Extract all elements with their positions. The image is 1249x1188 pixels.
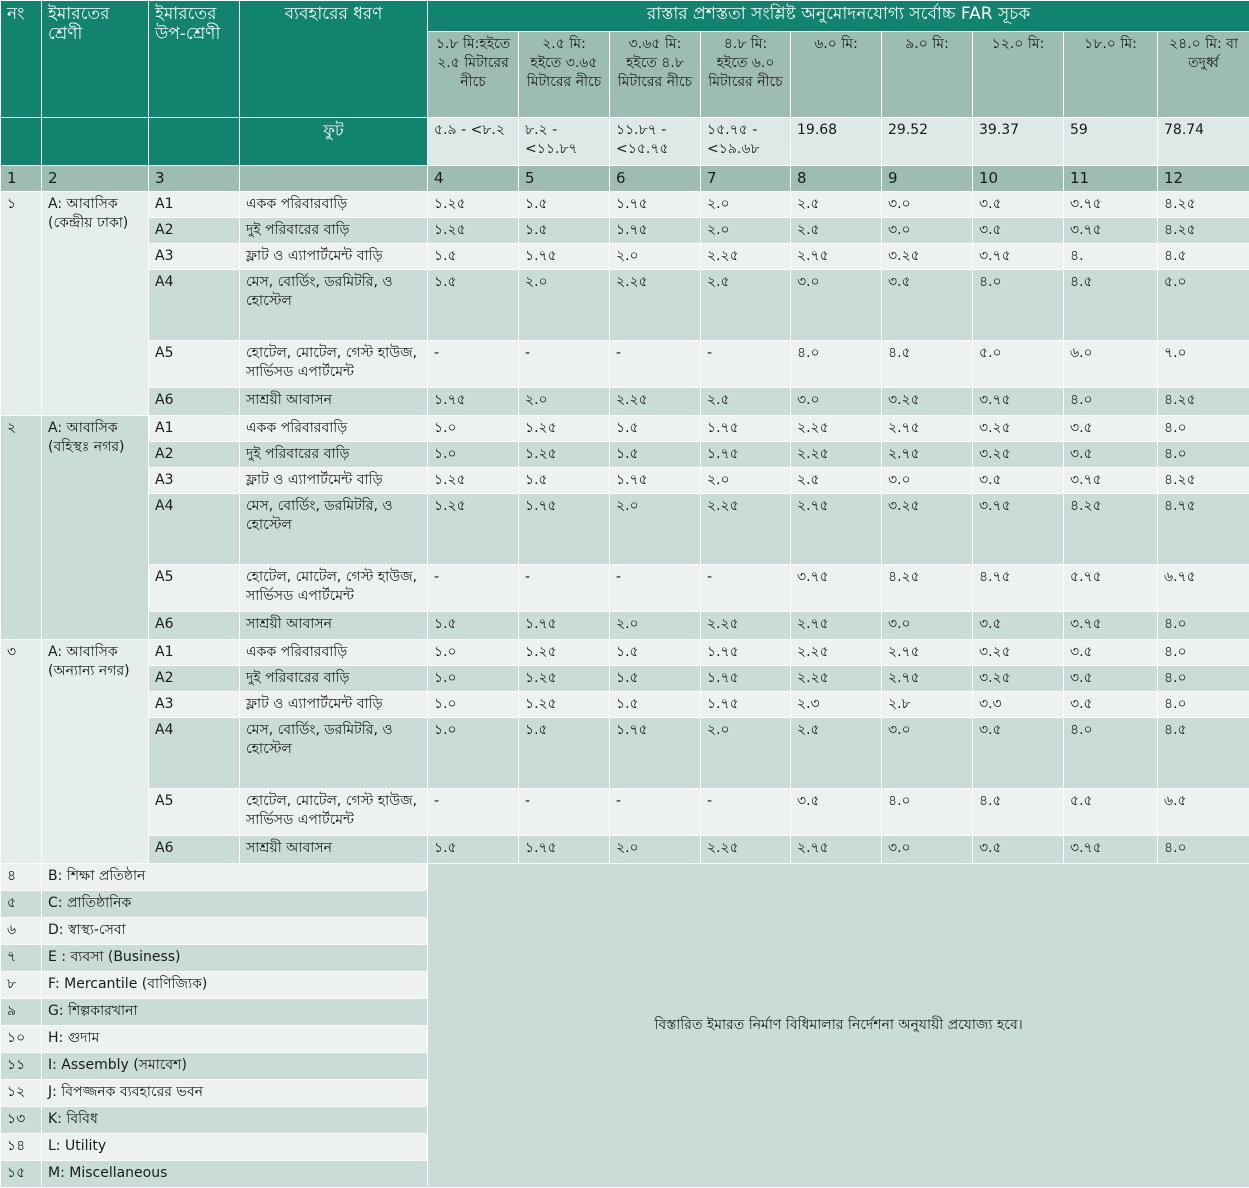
- far-value-cell: ৩.০: [882, 192, 973, 218]
- far-value-cell: ৪.৫: [1158, 244, 1249, 270]
- far-value-cell: -: [428, 565, 519, 612]
- far-value-cell: ২.৭৫: [791, 244, 882, 270]
- table-body: [1, 192, 1249, 1188]
- feet-value: ৫.৯ - <৮.২: [428, 118, 519, 166]
- feet-value: 19.68: [791, 118, 882, 166]
- far-value-cell: ৪.৭৫: [973, 565, 1064, 612]
- category-number: ৭: [1, 945, 42, 972]
- use-type-cell: হোটেল, মোটেল, গেস্ট হাউজ, সার্ভিসড এপার্টমেন্ট: [240, 789, 428, 836]
- far-value-cell: ৪.২৫: [882, 565, 973, 612]
- category-label: K: বিবিধ: [42, 1107, 428, 1134]
- far-value-cell: -: [701, 341, 791, 388]
- far-value-cell: ৪.২৫: [1064, 494, 1158, 565]
- use-type-cell: সাশ্রয়ী আবাসন: [240, 612, 428, 640]
- table-row: [1, 341, 1249, 388]
- far-value-cell: ৪.০: [1158, 640, 1249, 666]
- category-label: F: Mercantile (বাণিজ্যিক): [42, 972, 428, 999]
- far-value-cell: -: [610, 565, 701, 612]
- feet-row: [1, 118, 1249, 166]
- column-number: 2: [42, 166, 149, 192]
- far-value-cell: ১.৫: [428, 612, 519, 640]
- far-value-cell: ২.৫: [791, 218, 882, 244]
- far-value-cell: ৪.০: [973, 270, 1064, 341]
- column-number: 5: [519, 166, 610, 192]
- far-value-cell: ১.২৫: [428, 468, 519, 494]
- far-value-cell: ১.২৫: [428, 494, 519, 565]
- road-width-7: ১২.০ মি:: [973, 32, 1064, 118]
- table-row: [1, 218, 1249, 244]
- far-value-cell: ৩.৫: [973, 612, 1064, 640]
- column-number: 9: [882, 166, 973, 192]
- far-value-cell: ৩.৫: [1064, 442, 1158, 468]
- far-value-cell: -: [519, 341, 610, 388]
- far-value-cell: ৪.৫: [1158, 718, 1249, 789]
- far-value-cell: ৩.৫: [882, 270, 973, 341]
- far-value-cell: ২.০: [701, 218, 791, 244]
- col-no-header: নং: [1, 1, 42, 118]
- far-value-cell: ১.৭৫: [519, 494, 610, 565]
- far-value-cell: ২.০: [701, 718, 791, 789]
- far-value-cell: ৩.০: [882, 718, 973, 789]
- category-number: ৪: [1, 864, 42, 891]
- category-row: [1, 864, 1249, 891]
- far-value-cell: ২.৭৫: [882, 666, 973, 692]
- far-value-cell: ২.৫: [701, 388, 791, 416]
- subcategory-cell: A5: [149, 565, 240, 612]
- far-value-cell: ৪.৫: [973, 789, 1064, 836]
- table-row: [1, 718, 1249, 789]
- column-number: 8: [791, 166, 882, 192]
- far-value-cell: ২.৭৫: [882, 416, 973, 442]
- far-value-cell: ২.৩: [791, 692, 882, 718]
- use-type-cell: মেস, বোর্ডিং, ডরমিটরি, ও হোস্টেল: [240, 270, 428, 341]
- far-value-cell: ৪.২৫: [1158, 218, 1249, 244]
- column-number: 4: [428, 166, 519, 192]
- far-value-cell: ৩.২৫: [882, 244, 973, 270]
- far-value-cell: ৪.০: [1158, 692, 1249, 718]
- header-row: [1, 1, 1249, 32]
- feet-value: ৮.২ - <১১.৮৭: [519, 118, 610, 166]
- far-value-cell: ৩.২৫: [882, 494, 973, 565]
- far-value-cell: ৫.০: [1158, 270, 1249, 341]
- far-value-cell: ১.৭৫: [519, 836, 610, 864]
- far-value-cell: ১.৫: [519, 192, 610, 218]
- category-label: J: বিপজ্জনক ব্যবহারের ভবন: [42, 1080, 428, 1107]
- far-value-cell: ২.৮: [882, 692, 973, 718]
- category-label: M: Miscellaneous: [42, 1161, 428, 1188]
- column-number: [240, 166, 428, 192]
- group-number: ৩: [1, 640, 42, 864]
- subcategory-cell: A6: [149, 612, 240, 640]
- far-value-cell: ৩.৫: [1064, 640, 1158, 666]
- far-value-cell: ৪.০: [1158, 416, 1249, 442]
- far-value-cell: ৩.০: [882, 468, 973, 494]
- far-value-cell: ৩.০: [882, 218, 973, 244]
- far-value-cell: -: [701, 789, 791, 836]
- road-width-8: ১৮.০ মি:: [1064, 32, 1158, 118]
- group-category: A: আবাসিক (বহিস্থঃ নগর): [42, 416, 149, 640]
- far-value-cell: ৩.২৫: [973, 416, 1064, 442]
- far-value-cell: ৬.০: [1064, 341, 1158, 388]
- far-value-cell: ২.৭৫: [791, 612, 882, 640]
- road-width-6: ৯.০ মি:: [882, 32, 973, 118]
- road-width-2: ২.৫ মি: হইতে ৩.৬৫ মিটারের নীচে: [519, 32, 610, 118]
- far-value-cell: ২.২৫: [791, 442, 882, 468]
- far-value-cell: ১.৭৫: [701, 416, 791, 442]
- far-value-cell: ৩.৫: [973, 836, 1064, 864]
- road-width-3: ৩.৬৫ মি: হইতে ৪.৮ মিটারের নীচে: [610, 32, 701, 118]
- far-value-cell: ২.৫: [701, 270, 791, 341]
- far-value-cell: ৪.০: [1158, 836, 1249, 864]
- far-value-cell: ১.৫: [428, 244, 519, 270]
- far-value-cell: ৩.৫: [973, 718, 1064, 789]
- far-value-cell: ১.৫: [428, 836, 519, 864]
- subcategory-cell: A3: [149, 692, 240, 718]
- far-value-cell: ২.০: [701, 468, 791, 494]
- far-value-cell: ২.০: [701, 192, 791, 218]
- group-category: A: আবাসিক (কেন্দ্রীয় ঢাকা): [42, 192, 149, 416]
- far-title: রাস্তার প্রশস্ততা সংশ্লিষ্ট অনুমোদনযোগ্য সর্বোচ্চ FAR সূচক: [428, 1, 1249, 32]
- far-value-cell: ২.২৫: [791, 640, 882, 666]
- table-row: [1, 416, 1249, 442]
- far-value-cell: ১.০: [428, 416, 519, 442]
- far-value-cell: ৩.৫: [973, 468, 1064, 494]
- far-value-cell: ৩.৭৫: [1064, 836, 1158, 864]
- far-value-cell: ৩.৩: [973, 692, 1064, 718]
- far-value-cell: ৪.৫: [1064, 270, 1158, 341]
- table-row: [1, 270, 1249, 341]
- feet-value: 29.52: [882, 118, 973, 166]
- far-value-cell: ৩.৭৫: [1064, 468, 1158, 494]
- far-value-cell: ৩.৭৫: [1064, 218, 1158, 244]
- use-type-cell: দুই পরিবারের বাড়ি: [240, 442, 428, 468]
- table-row: [1, 468, 1249, 494]
- far-value-cell: ৩.০: [882, 836, 973, 864]
- category-label: D: স্বাস্থ্য-সেবা: [42, 918, 428, 945]
- table-row: [1, 192, 1249, 218]
- far-value-cell: ১.২৫: [428, 192, 519, 218]
- feet-value: ১৫.৭৫ - <১৯.৬৮: [701, 118, 791, 166]
- table-row: [1, 244, 1249, 270]
- use-type-cell: দুই পরিবারের বাড়ি: [240, 666, 428, 692]
- far-value-cell: ৪.০: [1158, 612, 1249, 640]
- far-value-cell: ২.০: [610, 494, 701, 565]
- far-value-cell: ৩.৭৫: [973, 388, 1064, 416]
- category-label: G: শিল্পকারখানা: [42, 999, 428, 1026]
- far-value-cell: -: [428, 789, 519, 836]
- subcategory-cell: A1: [149, 640, 240, 666]
- group-number: ১: [1, 192, 42, 416]
- far-value-cell: ৪.০: [882, 789, 973, 836]
- column-number: 3: [149, 166, 240, 192]
- far-value-cell: ১.৫: [428, 270, 519, 341]
- far-value-cell: ২.০: [610, 836, 701, 864]
- road-width-4: ৪.৮ মি: হইতে ৬.০ মিটারের নীচে: [701, 32, 791, 118]
- far-value-cell: ২.৫: [791, 718, 882, 789]
- use-type-cell: সাশ্রয়ী আবাসন: [240, 836, 428, 864]
- use-type-cell: ফ্লাট ও এ্যাপার্টমেন্ট বাড়ি: [240, 692, 428, 718]
- category-label: H: গুদাম: [42, 1026, 428, 1053]
- far-value-cell: -: [428, 341, 519, 388]
- subcategory-cell: A2: [149, 218, 240, 244]
- far-value-cell: ৩.০: [791, 388, 882, 416]
- category-label: L: Utility: [42, 1134, 428, 1161]
- table-row: [1, 494, 1249, 565]
- far-value-cell: ১.০: [428, 718, 519, 789]
- far-value-cell: ২.০: [519, 388, 610, 416]
- far-value-cell: ৩.৭৫: [973, 244, 1064, 270]
- category-number: ১১: [1, 1053, 42, 1080]
- far-value-cell: ২.০: [610, 612, 701, 640]
- far-value-cell: ৩.২৫: [973, 640, 1064, 666]
- table-row: [1, 442, 1249, 468]
- subcategory-cell: A1: [149, 192, 240, 218]
- feet-value: 78.74: [1158, 118, 1249, 166]
- use-type-cell: ফ্লাট ও এ্যাপার্টমেন্ট বাড়ি: [240, 468, 428, 494]
- far-value-cell: ৩.৭৫: [973, 494, 1064, 565]
- far-value-cell: ১.৭৫: [610, 468, 701, 494]
- far-value-cell: ৪.০: [1158, 666, 1249, 692]
- far-value-cell: ২.৫: [791, 468, 882, 494]
- use-type-cell: সাশ্রয়ী আবাসন: [240, 388, 428, 416]
- far-value-cell: ১.৭৫: [610, 192, 701, 218]
- far-value-cell: ৩.০: [791, 270, 882, 341]
- far-value-cell: ১.৫: [519, 718, 610, 789]
- col-use-header: ব্যবহারের ধরণ: [240, 1, 428, 118]
- far-value-cell: ১.২৫: [519, 640, 610, 666]
- far-value-cell: ২.০: [610, 244, 701, 270]
- far-value-cell: ৫.০: [973, 341, 1064, 388]
- far-value-cell: ৪.৭৫: [1158, 494, 1249, 565]
- far-value-cell: ৩.৫: [1064, 416, 1158, 442]
- table-row: [1, 789, 1249, 836]
- category-number: ১৫: [1, 1161, 42, 1188]
- far-value-cell: ৩.৭৫: [1064, 192, 1158, 218]
- far-value-cell: ১.০: [428, 666, 519, 692]
- subcategory-cell: A6: [149, 388, 240, 416]
- table-row: [1, 388, 1249, 416]
- far-value-cell: ২.২৫: [701, 836, 791, 864]
- column-number: 10: [973, 166, 1064, 192]
- subcategory-cell: A4: [149, 718, 240, 789]
- far-value-cell: ৪.২৫: [1158, 192, 1249, 218]
- far-value-cell: -: [519, 789, 610, 836]
- far-value-cell: ১.০: [428, 692, 519, 718]
- far-value-cell: ২.৭৫: [882, 442, 973, 468]
- far-value-cell: ৩.৫: [973, 192, 1064, 218]
- far-value-cell: ৪.৫: [882, 341, 973, 388]
- category-label: E : ব্যবসা (Business): [42, 945, 428, 972]
- far-value-cell: ৬.৫: [1158, 789, 1249, 836]
- far-value-cell: ২.৭৫: [882, 640, 973, 666]
- far-value-cell: ২.২৫: [701, 244, 791, 270]
- far-value-cell: ১.৫: [610, 416, 701, 442]
- category-number: ১৩: [1, 1107, 42, 1134]
- far-value-cell: ১.২৫: [428, 218, 519, 244]
- far-value-cell: ১.২৫: [519, 666, 610, 692]
- far-value-cell: -: [701, 565, 791, 612]
- far-value-cell: ৪.২৫: [1158, 468, 1249, 494]
- column-number: 11: [1064, 166, 1158, 192]
- road-width-1: ১.৮ মি:হইতে ২.৫ মিটারের নীচে: [428, 32, 519, 118]
- far-value-cell: ১.২৫: [519, 442, 610, 468]
- far-value-cell: ১.৭৫: [701, 692, 791, 718]
- feet-value: 39.37: [973, 118, 1064, 166]
- far-value-cell: ৩.২৫: [973, 442, 1064, 468]
- far-value-cell: ৬.৭৫: [1158, 565, 1249, 612]
- far-value-cell: ৩.০: [882, 612, 973, 640]
- use-type-cell: একক পরিবারবাড়ি: [240, 416, 428, 442]
- col-subcategory-header: ইমারতের উপ-শ্রেণী: [149, 1, 240, 118]
- category-number: ৯: [1, 999, 42, 1026]
- far-value-cell: ৪.২৫: [1158, 388, 1249, 416]
- table-row: [1, 565, 1249, 612]
- use-type-cell: হোটেল, মোটেল, গেস্ট হাউজ, সার্ভিসড এপার্টমেন্ট: [240, 341, 428, 388]
- column-number-row: [1, 166, 1249, 192]
- category-number: ৫: [1, 891, 42, 918]
- far-value-cell: ৩.২৫: [973, 666, 1064, 692]
- far-value-cell: ৭.০: [1158, 341, 1249, 388]
- far-value-cell: ৪.০: [1158, 442, 1249, 468]
- far-value-cell: ১.২৫: [519, 416, 610, 442]
- far-value-cell: ১.০: [428, 640, 519, 666]
- far-value-cell: ১.৫: [610, 442, 701, 468]
- far-value-cell: ১.৭৫: [610, 718, 701, 789]
- category-number: ১০: [1, 1026, 42, 1053]
- far-value-cell: ১.৭৫: [701, 666, 791, 692]
- far-value-cell: ২.২৫: [701, 612, 791, 640]
- use-type-cell: দুই পরিবারের বাড়ি: [240, 218, 428, 244]
- feet-label: ফুট: [240, 118, 428, 166]
- far-value-cell: ১.৫: [519, 468, 610, 494]
- road-width-5: ৬.০ মি:: [791, 32, 882, 118]
- far-value-cell: ৪.: [1064, 244, 1158, 270]
- far-value-cell: ৩.৫: [1064, 666, 1158, 692]
- far-value-cell: ১.২৫: [519, 692, 610, 718]
- subcategory-cell: A5: [149, 789, 240, 836]
- feet-value: 59: [1064, 118, 1158, 166]
- feet-value: ১১.৮৭ - <১৫.৭৫: [610, 118, 701, 166]
- category-number: ১২: [1, 1080, 42, 1107]
- group-number: ২: [1, 416, 42, 640]
- far-value-cell: ১.৭৫: [610, 218, 701, 244]
- far-value-cell: ৩.৫: [791, 789, 882, 836]
- far-value-cell: ১.৭৫: [701, 442, 791, 468]
- far-value-cell: -: [519, 565, 610, 612]
- column-number: 6: [610, 166, 701, 192]
- far-value-cell: ৩.৭৫: [791, 565, 882, 612]
- far-value-cell: ১.৭৫: [519, 612, 610, 640]
- category-number: ৬: [1, 918, 42, 945]
- use-type-cell: মেস, বোর্ডিং, ডরমিটরি, ও হোস্টেল: [240, 718, 428, 789]
- road-width-9: ২৪.০ মি: বা তদুর্ধ্ব: [1158, 32, 1249, 118]
- category-number: ৮: [1, 972, 42, 999]
- col-category-header: ইমারতের শ্রেণী: [42, 1, 149, 118]
- far-value-cell: ৫.৫: [1064, 789, 1158, 836]
- far-value-cell: -: [610, 789, 701, 836]
- far-value-cell: ২.২৫: [610, 270, 701, 341]
- far-value-cell: ২.২৫: [610, 388, 701, 416]
- far-value-cell: ২.২৫: [791, 416, 882, 442]
- category-label: B: শিক্ষা প্রতিষ্ঠান: [42, 864, 428, 891]
- subcategory-cell: A5: [149, 341, 240, 388]
- far-value-cell: ৪.০: [1064, 388, 1158, 416]
- far-value-cell: ৪.০: [1064, 718, 1158, 789]
- far-value-cell: ২.৭৫: [791, 836, 882, 864]
- use-type-cell: একক পরিবারবাড়ি: [240, 640, 428, 666]
- far-value-cell: ৩.৭৫: [1064, 612, 1158, 640]
- far-value-cell: ৩.২৫: [882, 388, 973, 416]
- table-row: [1, 640, 1249, 666]
- table-row: [1, 612, 1249, 640]
- far-value-cell: ২.৭৫: [791, 494, 882, 565]
- use-type-cell: হোটেল, মোটেল, গেস্ট হাউজ, সার্ভিসড এপার্টমেন্ট: [240, 565, 428, 612]
- category-label: I: Assembly (সমাবেশ): [42, 1053, 428, 1080]
- table-row: [1, 836, 1249, 864]
- far-value-cell: ২.২৫: [791, 666, 882, 692]
- subcategory-cell: A2: [149, 666, 240, 692]
- category-number: ১৪: [1, 1134, 42, 1161]
- column-number: 7: [701, 166, 791, 192]
- subcategory-cell: A3: [149, 244, 240, 270]
- group-category: A: আবাসিক (অন্যান্য নগর): [42, 640, 149, 864]
- far-value-cell: ১.৫: [519, 218, 610, 244]
- category-label: C: প্রাতিষ্ঠানিক: [42, 891, 428, 918]
- far-value-cell: ১.০: [428, 442, 519, 468]
- far-value-cell: ৩.৫: [1064, 692, 1158, 718]
- column-number: 1: [1, 166, 42, 192]
- far-value-cell: ১.৫: [610, 640, 701, 666]
- subcategory-cell: A2: [149, 442, 240, 468]
- subcategory-cell: A1: [149, 416, 240, 442]
- use-type-cell: ফ্লাট ও এ্যাপার্টমেন্ট বাড়ি: [240, 244, 428, 270]
- table-row: [1, 692, 1249, 718]
- subcategory-cell: A4: [149, 494, 240, 565]
- far-value-cell: ৫.৭৫: [1064, 565, 1158, 612]
- use-type-cell: একক পরিবারবাড়ি: [240, 192, 428, 218]
- subcategory-cell: A6: [149, 836, 240, 864]
- far-value-cell: ১.৭৫: [701, 640, 791, 666]
- subcategory-cell: A4: [149, 270, 240, 341]
- far-value-cell: ১.৭৫: [519, 244, 610, 270]
- far-value-cell: -: [610, 341, 701, 388]
- far-value-cell: ৩.৫: [973, 218, 1064, 244]
- use-type-cell: মেস, বোর্ডিং, ডরমিটরি, ও হোস্টেল: [240, 494, 428, 565]
- far-value-cell: ১.৭৫: [428, 388, 519, 416]
- far-value-cell: ২.২৫: [701, 494, 791, 565]
- far-value-cell: ১.৫: [610, 666, 701, 692]
- table-row: [1, 666, 1249, 692]
- subcategory-cell: A3: [149, 468, 240, 494]
- far-value-cell: ২.৫: [791, 192, 882, 218]
- far-value-cell: ১.৫: [610, 692, 701, 718]
- far-value-cell: ২.০: [519, 270, 610, 341]
- column-number: 12: [1158, 166, 1249, 192]
- note-text: বিস্তারিত ইমারত নির্মাণ বিধিমালার নির্দেশনা অনুযায়ী প্রযোজ্য হবে।: [428, 864, 1249, 1188]
- far-value-cell: ৪.০: [791, 341, 882, 388]
